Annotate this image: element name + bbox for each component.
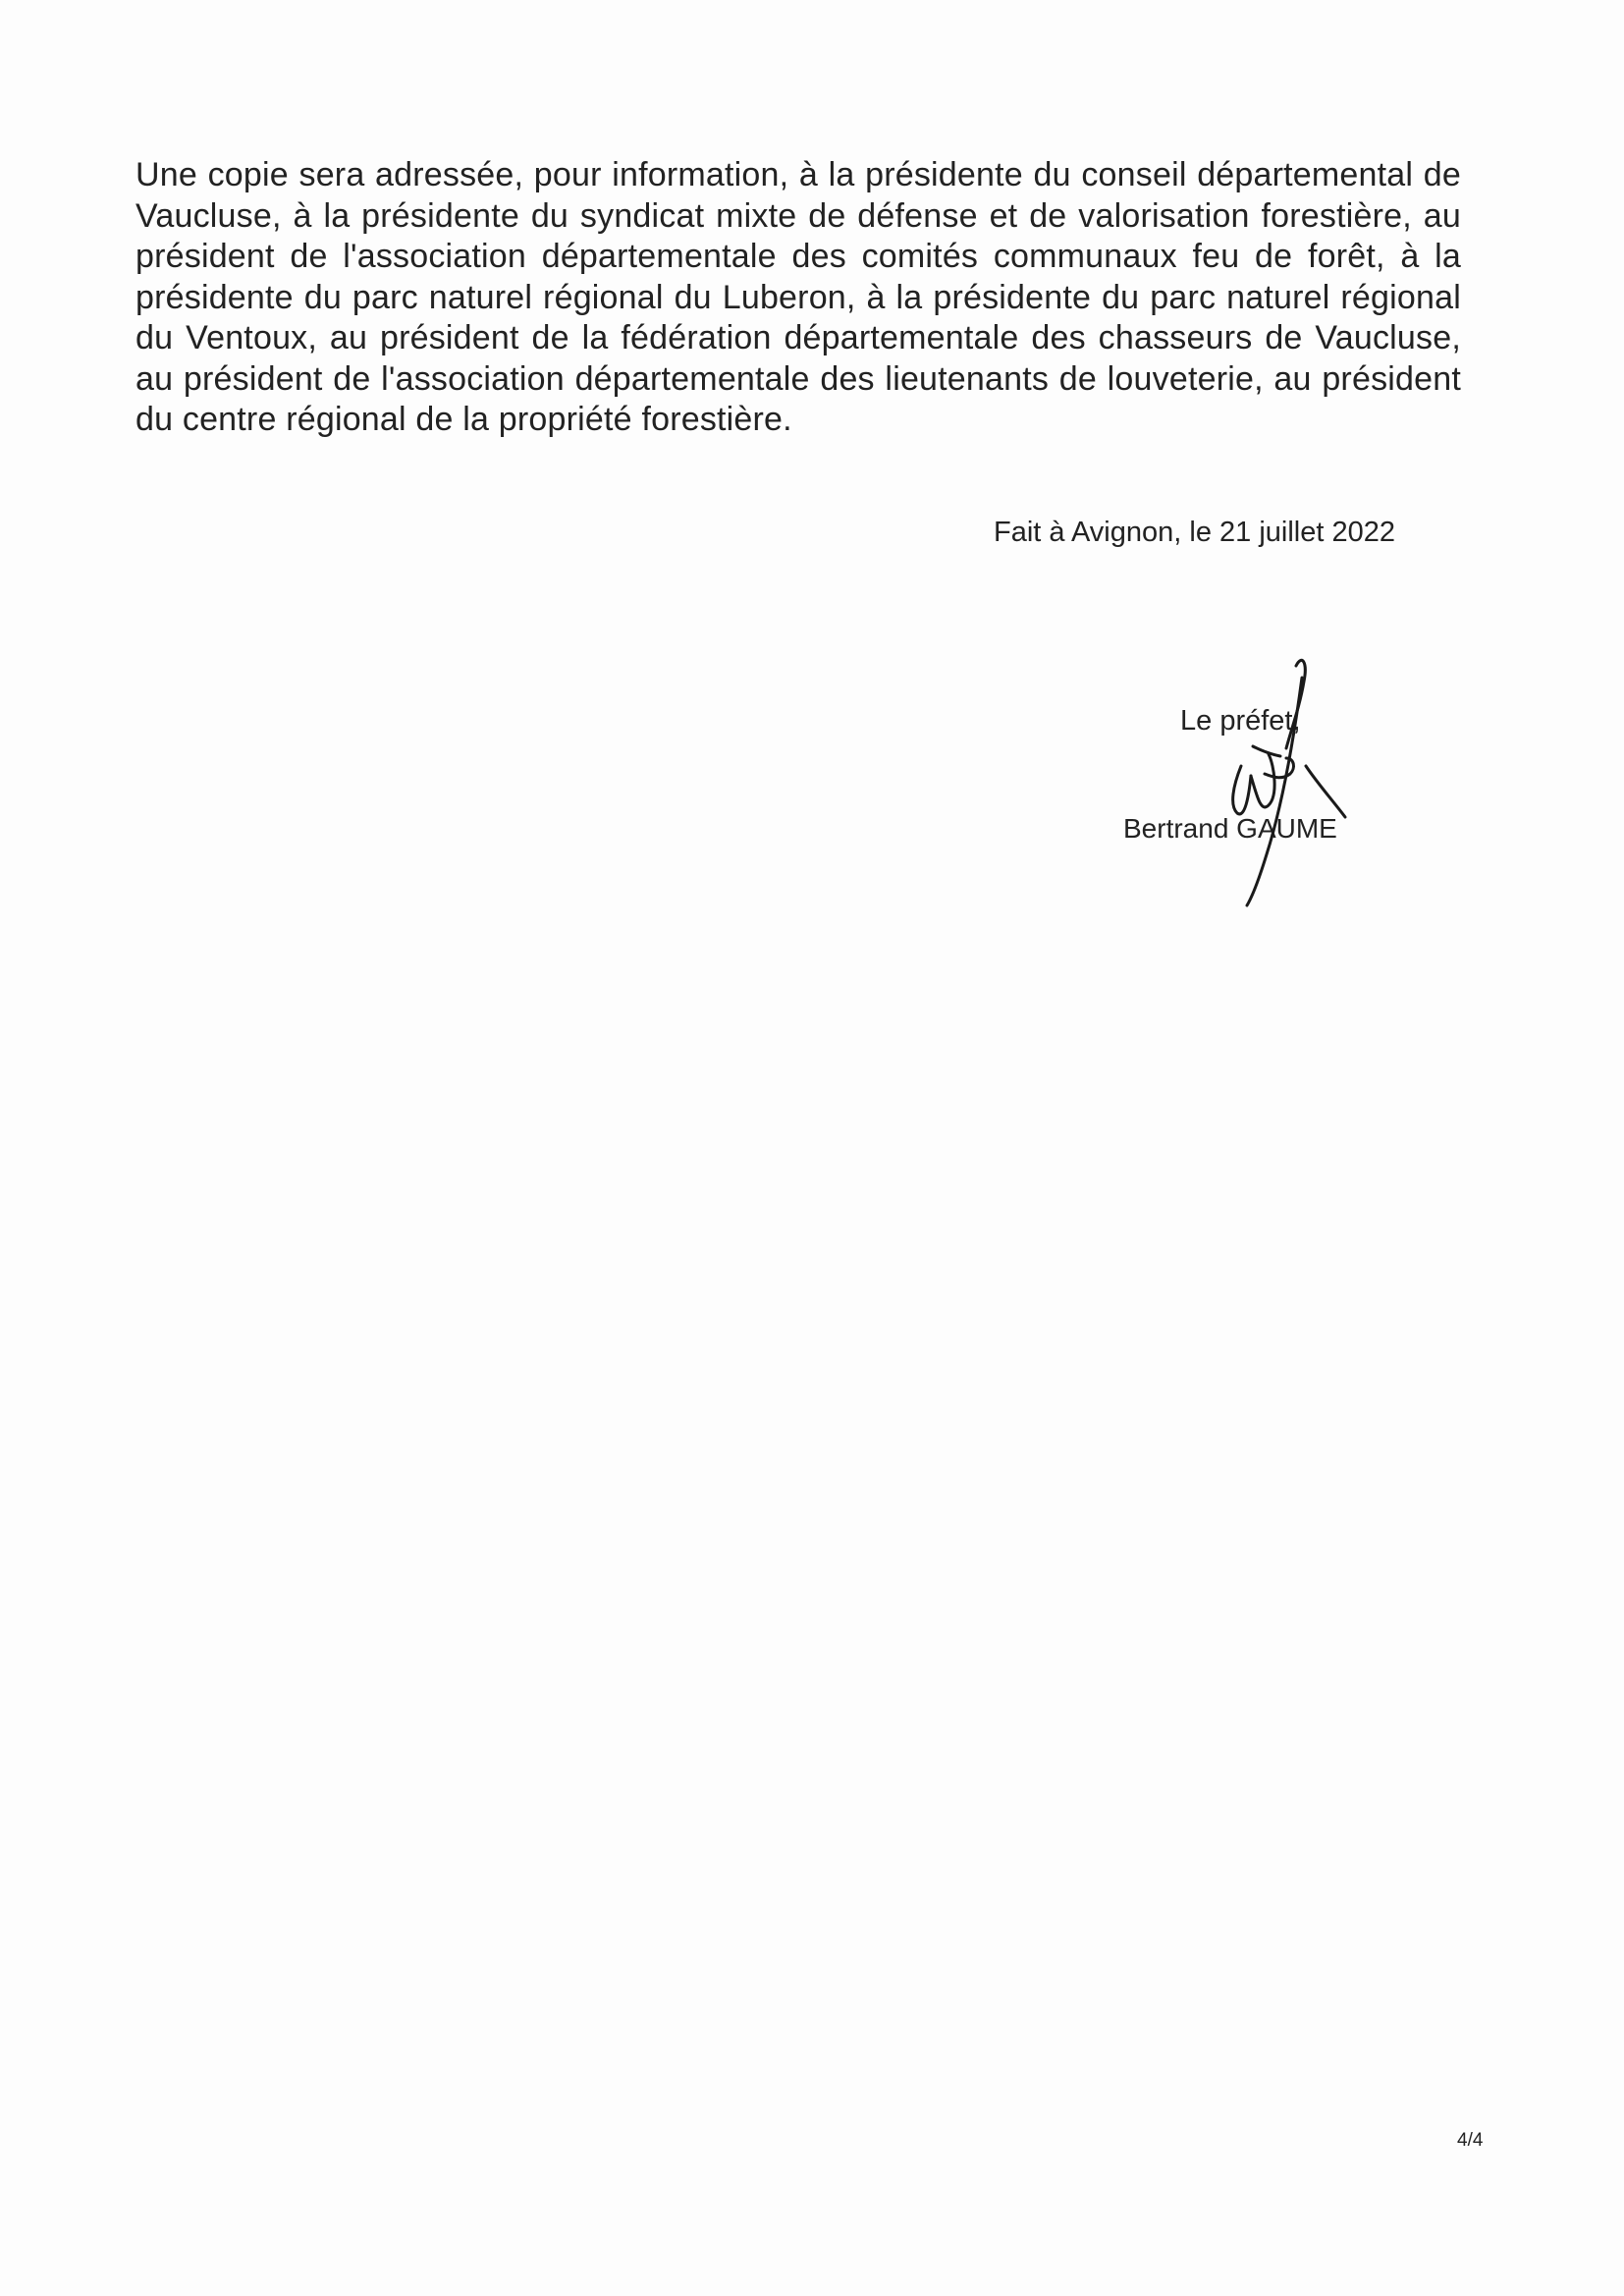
signatory-title: Le préfet, [1180,705,1301,737]
handwritten-signature [1159,648,1375,913]
place-and-date: Fait à Avignon, le 21 juillet 2022 [994,517,1395,548]
signatory-name: Bertrand GAUME [1123,813,1337,844]
page-number: 4/4 [1457,2130,1484,2151]
body-paragraph: Une copie sera adressée, pour information, à la présidente du conseil départemental de Vaucluse, à la présidente du syndicat mixte de défense et de valorisation forestière, au président de l'association départementale des comités communaux feu de forêt, à la présidente du parc naturel régional du Luberon, à la présidente du parc naturel régional du Ventoux, au président de la fédération départementale des chasseurs de Vaucluse, au président de l'association départementale des lieutenants de louveterie, au président du centre régional de la propriété forestière. [135,156,1461,438]
